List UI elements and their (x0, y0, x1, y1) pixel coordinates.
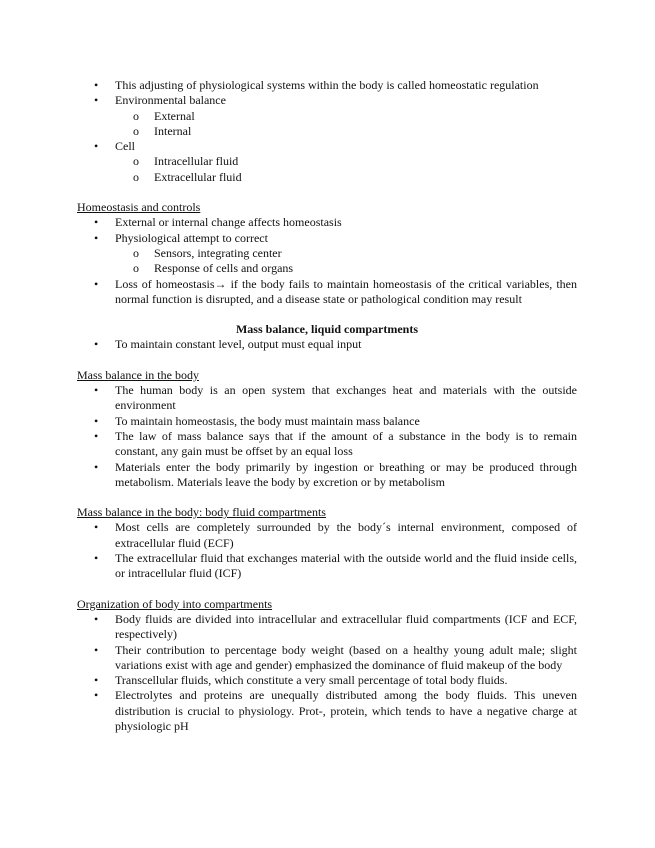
organization-heading: Organization of body into compartments (77, 596, 273, 611)
intro-list (77, 78, 577, 185)
list-item: • Body fluids are divided into intracellular and extracellular fluid compartments (ICF and ECF, respectively) (77, 612, 577, 643)
list-item: • Physiological attempt to correct (77, 231, 577, 246)
sub-list-item: o External (77, 109, 577, 124)
list-item: • To maintain homeostasis, the body must maintain mass balance (77, 414, 577, 429)
homeostasis-list (77, 215, 577, 307)
list-item: • Most cells are completely surrounded by the body´s internal environment, composed of extracellular fluid (ECF) (77, 520, 577, 551)
mass-balance-list (77, 337, 577, 352)
list-item: • The extracellular fluid that exchanges material with the outside world and the fluid inside cells, or intracellular fluid (ICF) (77, 551, 577, 582)
list-item: • Environmental balance (77, 93, 577, 108)
list-item: • Cell (77, 139, 577, 154)
list-item: • Electrolytes and proteins are unequally distributed among the body fluids. This uneven distribution is crucial to physiology. Prot-, protein, which tends to have a negative charge at physiologic pH (77, 688, 577, 734)
list-item: • The law of mass balance says that if the amount of a substance in the body is to remain constant, any gain must be offset by an equal loss (77, 429, 577, 460)
document-content (77, 78, 577, 734)
list-item: • Loss of homeostasis→ if the body fails to maintain homeostasis of the critical variables, then normal function is disrupted, and a disease state or pathological condition may result (77, 277, 577, 308)
mass-balance-title: Mass balance, liquid compartments (235, 322, 418, 337)
sub-list-item: o Intracellular fluid (77, 154, 577, 169)
sub-list-item: o Sensors, integrating center (77, 246, 577, 261)
list-item: • External or internal change affects homeostasis (77, 215, 577, 230)
organization-list (77, 612, 577, 734)
list-item: • Their contribution to percentage body weight (based on a healthy young adult male; slight variations exist with age and gender) emphasized the dominance of fluid makeup of the body (77, 643, 577, 674)
sub-list-item: o Internal (77, 124, 577, 139)
list-item: • This adjusting of physiological systems within the body is called homeostatic regulation (77, 78, 577, 93)
list-item: • Transcellular fluids, which constitute a very small percentage of total body fluids. (77, 673, 577, 688)
fluid-compartments-list (77, 520, 577, 581)
sub-list-item: o Response of cells and organs (77, 261, 577, 276)
sub-list-item: o Extracellular fluid (77, 170, 577, 185)
list-item: • To maintain constant level, output must equal input (77, 337, 577, 352)
list-item: • Materials enter the body primarily by ingestion or breathing or may be produced through metabolism. Materials leave the body by excretion or by metabolism (77, 460, 577, 491)
mass-balance-body-heading: Mass balance in the body (77, 367, 199, 382)
mass-balance-body-list (77, 383, 577, 490)
homeostasis-heading: Homeostasis and controls (77, 200, 201, 215)
fluid-compartments-heading: Mass balance in the body: body fluid compartments (77, 505, 326, 520)
list-item: • The human body is an open system that exchanges heat and materials with the outside environment (77, 383, 577, 414)
